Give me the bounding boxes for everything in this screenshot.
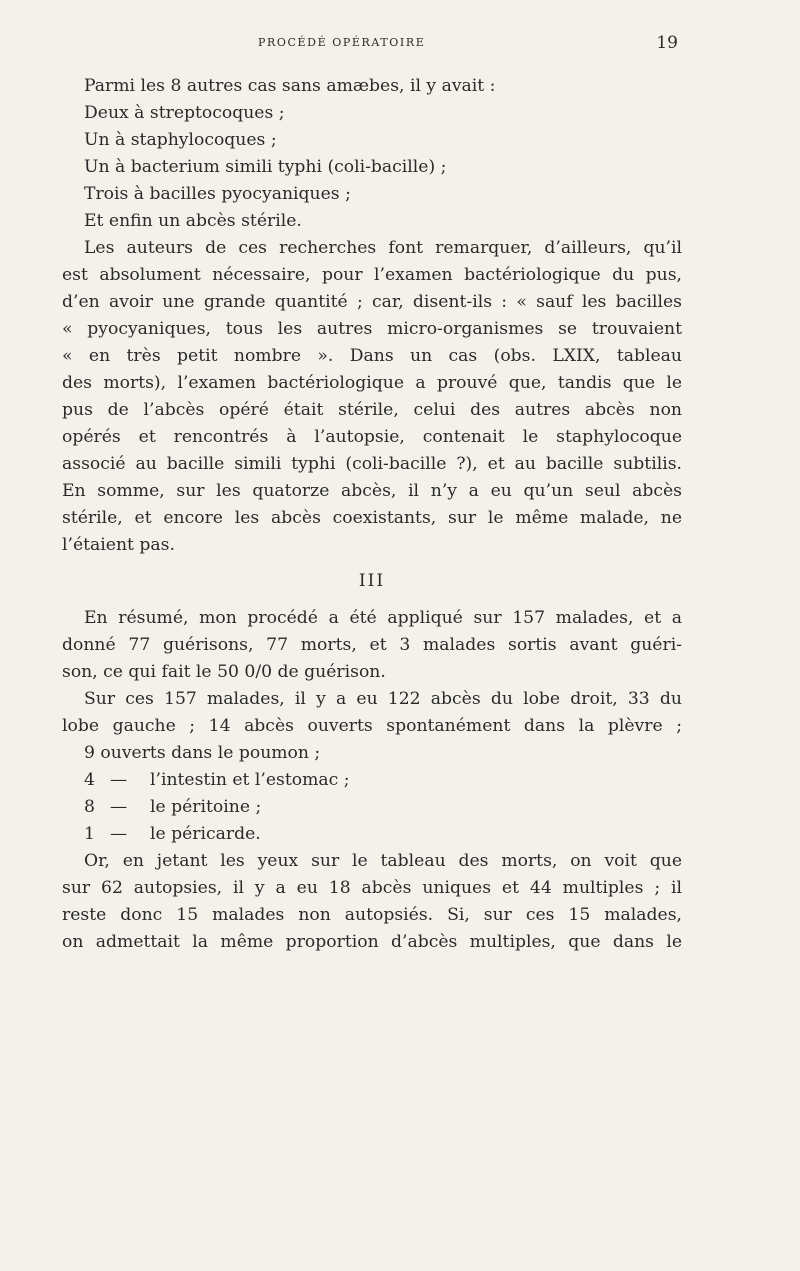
list-item-number: 4 (84, 770, 95, 790)
list-item: Un à bacterium simili typhi (coli-bacille) ; (84, 157, 447, 177)
paragraph-line: Sur ces 157 malades, il y a eu 122 abcès du lobe droit, 33 du (84, 689, 682, 709)
paragraph-line: donné 77 guérisons, 77 morts, et 3 malades sortis avant guéri- (62, 635, 682, 655)
section-heading: III (358, 571, 386, 591)
list-item: Trois à bacilles pyocyaniques ; (84, 184, 351, 204)
list-item: Un à staphylocoques ; (84, 130, 277, 150)
list-item: Deux à streptocoques ; (84, 103, 285, 123)
page-number: 19 (656, 33, 678, 53)
list-item (62, 767, 682, 794)
body-text (62, 73, 682, 956)
paragraph-line: pus de l’abcès opéré était stérile, celui des autres abcès non (62, 400, 682, 420)
paragraph-line: Or, en jetant les yeux sur le tableau des morts, on voit que (84, 851, 682, 871)
paragraph-line: sur 62 autopsies, il y a eu 18 abcès uniques et 44 multiples ; il (62, 878, 682, 898)
list-item-text: le péritoine ; (150, 797, 262, 817)
list-item (62, 794, 682, 821)
ditto-dash: — (110, 770, 128, 790)
paragraph-line: opérés et rencontrés à l’autopsie, contenait le staphylocoque (62, 427, 682, 447)
paragraph-line: associé au bacille simili typhi (coli-bacille ?), et au bacille subtilis. (62, 454, 682, 474)
paragraph-line: En résumé, mon procédé a été appliqué sur 157 malades, et a (84, 608, 682, 628)
paragraph-line: Les auteurs de ces recherches font remarquer, d’ailleurs, qu’il (84, 238, 682, 258)
paragraph-line: lobe gauche ; 14 abcès ouverts spontanément dans la plèvre ; (62, 716, 682, 736)
paragraph-line: Parmi les 8 autres cas sans amæbes, il y avait : (84, 76, 496, 96)
ditto-dash: — (110, 797, 128, 817)
paragraph-line: « pyocyaniques, tous les autres micro-organismes se trouvaient (62, 319, 682, 339)
paragraph-line: son, ce qui fait le 50 0/0 de guérison. (62, 662, 386, 682)
running-title: PROCÉDÉ OPÉRATOIRE (258, 36, 426, 49)
paragraph-line: on admettait la même proportion d’abcès multiples, que dans le (62, 932, 682, 952)
page-header (0, 33, 800, 56)
paragraph-line: des morts), l’examen bactériologique a prouvé que, tandis que le (62, 373, 682, 393)
paragraph-line: l’étaient pas. (62, 535, 175, 555)
list-item-number: 8 (84, 797, 95, 817)
paragraph-line: « en très petit nombre ». Dans un cas (obs. LXIX, tableau (62, 346, 682, 366)
list-item: Et enfin un abcès stérile. (84, 211, 302, 231)
list-item-number: 1 (84, 824, 95, 844)
list-item (62, 821, 682, 848)
list-item-text: l’intestin et l’estomac ; (150, 770, 350, 790)
paragraph-line: stérile, et encore les abcès coexistants, sur le même malade, ne (62, 508, 682, 528)
list-item: 9 ouverts dans le poumon ; (84, 743, 321, 763)
paragraph-line: est absolument nécessaire, pour l’examen bactériologique du pus, (62, 265, 682, 285)
paragraph-line: d’en avoir une grande quantité ; car, disent-ils : « sauf les bacilles (62, 292, 682, 312)
paragraph-line: reste donc 15 malades non autopsiés. Si, sur ces 15 malades, (62, 905, 682, 925)
ditto-dash: — (110, 824, 128, 844)
list-item-text: le péricarde. (150, 824, 261, 844)
paragraph-line: En somme, sur les quatorze abcès, il n’y a eu qu’un seul abcès (62, 481, 682, 501)
